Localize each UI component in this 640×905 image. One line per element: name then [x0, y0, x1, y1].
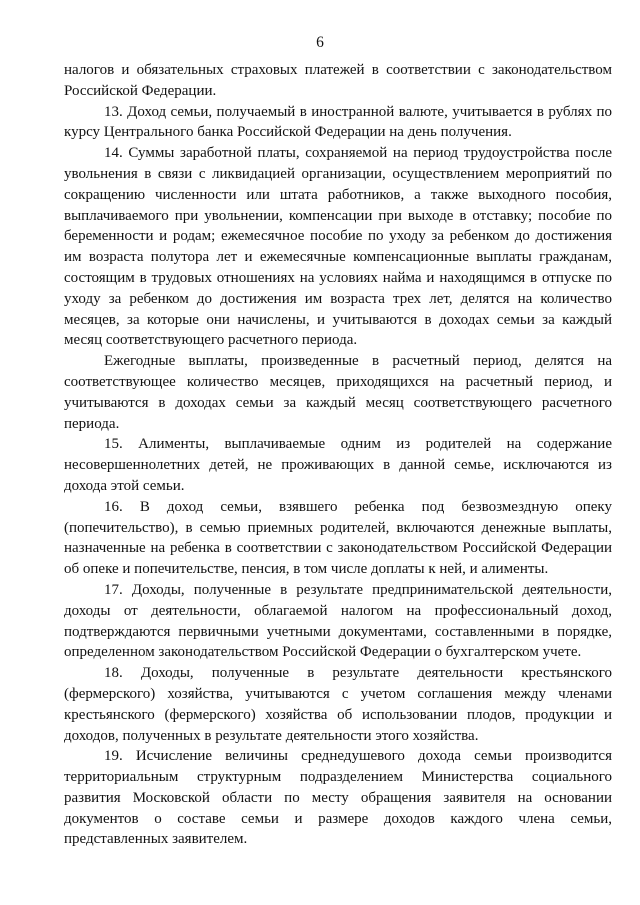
paragraph-item-16: 16. В доход семьи, взявшего ребенка под безвозмездную опеку (попечительство), в семью приемных родителей, включаются денежные выплаты, назначенные на ребенка в соответствии с законодательством Российской Федерации об опеке и попечительстве, пенсия, в том числе доплаты к ней, и алименты. — [64, 498, 612, 578]
paragraph-item-13: 13. Доход семьи, получаемый в иностранной валюте, учитывается в рублях по курсу Центрального банка Российской Федерации на день получения. — [64, 103, 612, 141]
paragraph-item-19: 19. Исчисление величины среднедушевого дохода семьи производится территориальным структурным подразделением Министерства социального развития Московской области по месту обращения заявителя на основании документов о составе семьи и размере доходов каждого члена семьи, представленных заявителем. — [64, 748, 612, 848]
document-body — [64, 60, 612, 850]
paragraph-continuation: налогов и обязательных страховых платежей в соответствии с законодательством Российской Федерации. — [64, 62, 612, 99]
paragraph-item-14: 14. Суммы заработной платы, сохраняемой на период трудоустройства после увольнения в связи с ликвидацией организации, осуществлением мероприятий по сокращению численности или штата работников, а также выходного пособия, выплачиваемого при увольнении, компенсации при выходе в отставку; пособие по беременности и родам; ежемесячное пособие по уходу за ребенком до достижения им возраста полутора лет и ежемесячные компенсационные выплаты гражданам, состоящим в трудовых отношениях на условиях найма и находящимся в отпуске по уходу за ребенком до достижения им возраста трех лет, делятся на количество месяцев, за которые они начислены, и учитываются в доходах семьи за каждый месяц соответствующего расчетного периода. — [64, 145, 612, 349]
paragraph-annual-payments: Ежегодные выплаты, произведенные в расчетный период, делятся на соответствующее количество месяцев, приходящихся на расчетный период, и учитываются в доходах семьи за каждый месяц соответствующего расчетного периода. — [64, 353, 612, 432]
paragraph-item-17: 17. Доходы, полученные в результате предпринимательской деятельности, доходы от деятельности, облагаемой налогом на профессиональный доход, подтверждаются первичными учетными документами, составленными в порядке, определенном законодательством Российской Федерации о бухгалтерском учете. — [64, 581, 612, 661]
paragraph-item-15: 15. Алименты, выплачиваемые одним из родителей на содержание несовершеннолетних детей, не проживающих в данной семье, исключаются из дохода этой семьи. — [64, 436, 612, 494]
paragraph-item-18: 18. Доходы, полученные в результате деятельности крестьянского (фермерского) хозяйства, учитываются с учетом соглашения между членами крестьянского (фермерского) хозяйства об использовании плодов, продукции и доходов, полученных в результате деятельности этого хозяйства. — [64, 665, 612, 744]
page-number: 6 — [316, 34, 324, 51]
